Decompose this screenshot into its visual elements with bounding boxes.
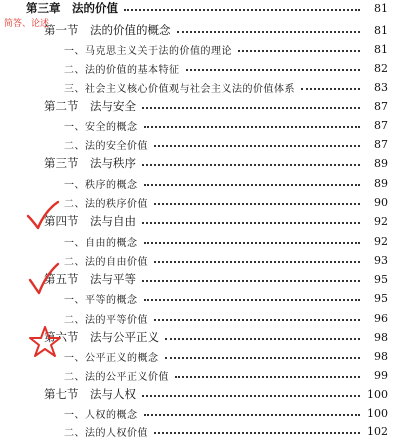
toc-label: 第二节 法与安全 [44,99,136,113]
leader-dots [124,9,360,11]
leader-dots [142,164,360,166]
leader-dots [144,414,361,416]
toc-subsection[interactable] [64,252,388,268]
leader-dots [238,50,360,52]
leader-dots [175,376,360,378]
toc-section[interactable] [44,386,388,402]
toc-page: 81 [374,42,388,56]
star-icon [28,324,62,358]
toc-page: 81 [374,23,388,37]
toc-label: 一、自由的概念 [64,237,138,249]
toc-chapter[interactable] [26,0,388,16]
toc-subsection[interactable] [64,194,388,210]
toc-section[interactable] [44,155,388,171]
toc-label: 二、法的公平正义价值 [64,371,169,383]
toc-label: 第三章 法的价值 [26,1,118,15]
toc-label: 二、法的人权价值 [64,427,148,439]
toc-page: 90 [374,195,388,209]
leader-dots [154,203,360,205]
toc-section[interactable] [44,22,388,38]
leader-dots [186,69,361,71]
toc-page: 87 [374,118,388,132]
leader-dots [165,338,360,340]
leader-dots [142,222,360,224]
leader-dots [154,261,360,263]
toc-subsection[interactable] [64,41,388,57]
leader-dots [154,319,360,321]
toc-page: 98 [374,330,388,344]
toc-label: 第五节 法与平等 [44,272,136,286]
toc-page: 99 [374,368,388,382]
toc-page: 87 [374,137,388,151]
toc-section[interactable] [44,213,388,229]
toc-label: 二、法的秩序价值 [64,198,148,210]
checkmark-icon [26,200,60,230]
toc-label: 第七节 法与人权 [44,387,136,401]
checkmark-icon [28,262,60,296]
toc-page: 98 [374,349,388,363]
toc-label: 二、法的安全价值 [64,140,148,152]
toc-label: 二、法的价值的基本特征 [64,64,180,76]
toc-label: 第四节 法与自由 [44,214,136,228]
toc-page: 89 [374,176,388,190]
toc-subsection[interactable] [64,233,388,249]
toc-subsection[interactable] [64,60,388,76]
leader-dots [142,395,360,397]
toc-subsection[interactable] [64,117,388,133]
toc-subsection[interactable] [64,367,388,383]
leader-dots [144,242,361,244]
toc-subsection[interactable] [64,290,388,306]
toc-page: 92 [374,234,388,248]
toc-subsection[interactable] [64,348,388,364]
toc-page: 89 [374,156,388,170]
toc-section[interactable] [44,98,388,114]
toc-page: 100 [367,406,388,420]
toc-label: 第三节 法与秩序 [44,156,136,170]
toc-label: 二、法的平等价值 [64,314,148,326]
toc-page: 93 [374,253,388,267]
leader-dots [301,88,360,90]
toc-label: 二、法的自由价值 [64,256,148,268]
toc-page: 100 [367,387,388,401]
toc-page: 87 [374,99,388,113]
toc-page: 95 [374,272,388,286]
toc-page: 92 [374,214,388,228]
toc-label: 一、人权的概念 [64,409,138,421]
toc-label: 一、马克思主义关于法的价值的理论 [64,45,232,57]
toc-subsection[interactable] [64,405,388,421]
toc-label: 第六节 法与公平正义 [44,330,159,344]
toc-page: 95 [374,291,388,305]
leader-dots [142,107,360,109]
leader-dots [154,145,360,147]
leader-dots [144,126,361,128]
toc-label: 一、秩序的概念 [64,179,138,191]
leader-dots [142,280,360,282]
leader-dots [165,357,361,359]
leader-dots [154,432,360,434]
toc-page: 81 [374,1,388,15]
leader-dots [144,184,361,186]
toc-section[interactable] [44,271,388,287]
toc-page: 102 [367,424,388,438]
toc-label: 一、公平正义的概念 [64,352,159,364]
toc-page: 82 [374,61,388,75]
leader-dots [144,299,361,301]
leader-dots [177,31,361,33]
toc-page: 96 [374,311,388,325]
toc-subsection[interactable] [64,175,388,191]
toc-subsection[interactable] [64,423,388,439]
toc-page: 83 [374,80,388,94]
toc-label: 第一节 法的价值的概念 [44,23,171,37]
toc-label: 一、平等的概念 [64,294,138,306]
toc-subsection[interactable] [64,136,388,152]
toc-label: 一、安全的概念 [64,121,138,133]
toc-subsection[interactable] [64,79,388,95]
toc-label: 三、社会主义核心价值观与社会主义法的价值体系 [64,83,295,95]
toc-section[interactable] [44,329,388,345]
toc-subsection[interactable] [64,310,388,326]
handwritten-note: 简答、论述 [4,19,50,29]
